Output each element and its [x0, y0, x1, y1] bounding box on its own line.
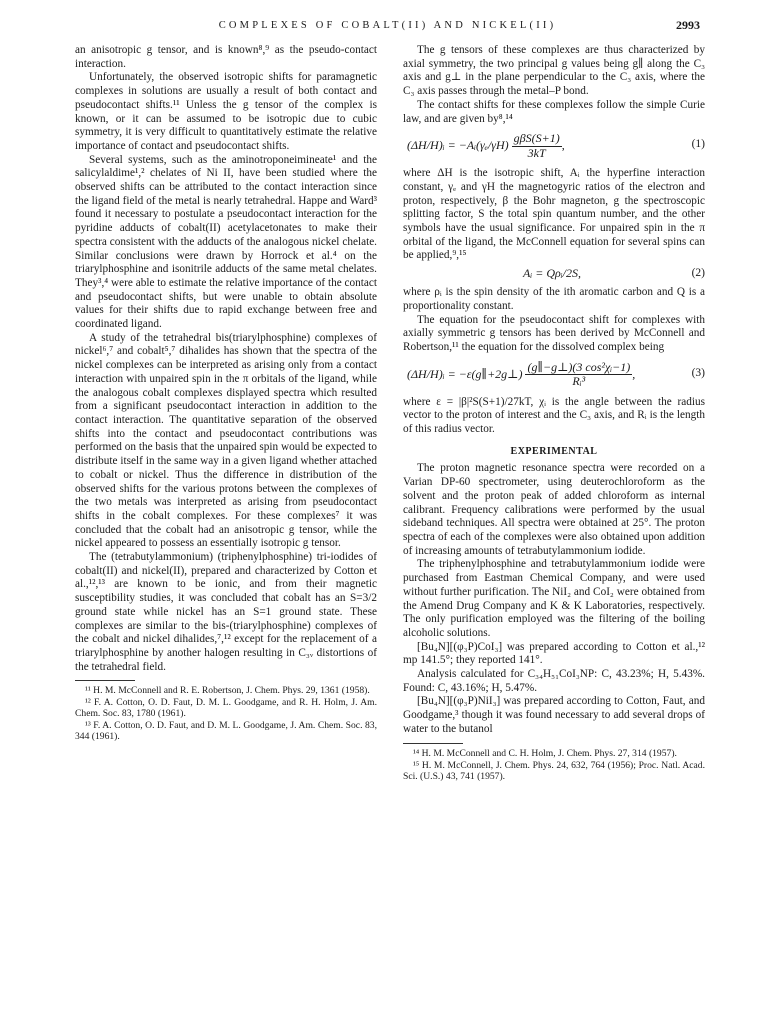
equation-3-number: (3) — [691, 366, 705, 379]
paragraph: an anisotropic g tensor, and is known⁸,⁹ as the pseudo-contact interaction. — [75, 44, 377, 70]
equation-1-body: (ΔH/H)ᵢ = −Aᵢ(γₑ/γH) $\frac{\text{gβS(S+1)}}{3kT}$ , — [407, 131, 565, 160]
equation-3-body: (ΔH/H)ᵢ = −ε(g∥+2g⊥) $\frac{\text{(g∥−g⊥)(3 cos²χᵢ−1)}}{\text{Rᵢ³}}$ , — [407, 359, 636, 389]
footnote: ¹² F. A. Cotton, O. D. Faut, D. M. L. Goodgame, and R. H. Holm, J. Am. Chem. Soc. 83, 1780 (1961). — [75, 697, 377, 720]
equation-3 — [403, 357, 705, 393]
equation-1-number: (1) — [691, 138, 705, 151]
equation-2-number: (2) — [691, 267, 705, 280]
equation-1-numerator: gβS(S+1) — [513, 131, 560, 146]
footnote: ¹³ F. A. Cotton, O. D. Faut, and D. M. L. Goodgame, J. Am. Chem. Soc. 83, 344 (1961). — [75, 720, 377, 743]
footnote: ¹¹ H. M. McConnell and R. E. Robertson, J. Chem. Phys. 29, 1361 (1958). — [85, 685, 370, 697]
paragraph: The equation for the pseudocontact shift for complexes with axially symmetric g tensors has been derived by McConnell and Robertson,¹¹ the equation for the dissolved complex being — [403, 313, 705, 353]
equation-3-numerator: (g∥−g⊥)(3 cos²χᵢ−1) — [527, 359, 631, 374]
equation-3-denominator: Rᵢ³ — [572, 374, 586, 389]
left-column — [75, 44, 377, 743]
running-head: COMPLEXES OF COBALT(II) AND NICKEL(II) — [218, 20, 557, 31]
paragraph: Analysis calculated for C₃₄H₅₁CoI₃NP: C, 43.23%; H, 5.43%. Found: C, 43.16%; H, 5.47%. — [403, 668, 705, 694]
paragraph: where ρᵢ is the spin density of the ith aromatic carbon and Q is a proportionality constant. — [403, 286, 705, 312]
paragraph: where ε = |β|²S(S+1)/27kT, χᵢ is the angle between the radius vector to the proton of interest and the C₃ axis, and Rᵢ is the length of this radius vector. — [403, 395, 705, 436]
equation-1-fraction — [512, 132, 562, 160]
equation-1 — [403, 128, 705, 164]
page-number: 2993 — [676, 18, 700, 32]
paragraph: [Bu₄N][(φ₃P)CoI₃] was prepared according to Cotton et al.,¹² mp 141.5°; they reported 141°. — [403, 640, 705, 667]
section-heading-experimental: EXPERIMENTAL — [510, 445, 598, 457]
equation-3-fraction — [525, 361, 632, 389]
paragraph: The (tetrabutylammonium) (triphenylphosphine) tri-iodides of cobalt(II) and nickel(II), prepared and characterized by Cotton et al.,¹²,¹³ are known to be ionic, and from their magnetic susceptibility studies, it was concluded that cobalt has an S=3/2 ground state while nickel has an S=1 ground state. These complexes are similar to the bis-(triarylphosphine) complexes of the cobalt and nickel dihalides,⁷,¹² except for the replacement of a triarylphosphine by another halogen resulting in C₃ᵥ distortions of the tetrahedral field. — [75, 551, 377, 673]
paragraph: The g tensors of these complexes are thus characterized by axial symmetry, the two principal g values being g∥ along the C₃ axis and g⊥ in the plane perpendicular to the C₃ axis, where the C₃ axis passes through the metal–P bond. — [403, 44, 705, 98]
equation-1-denominator: 3kT — [527, 145, 546, 160]
footnote: ¹⁵ H. M. McConnell, J. Chem. Phys. 24, 632, 764 (1956); Proc. Natl. Acad. Sci. (U.S.) 43, 741 (1957). — [403, 759, 705, 782]
paragraph: where ΔH is the isotropic shift, Aᵢ the hyperfine interaction constant, γₑ and γH the magnetogyric ratios of the electron and proton, respectively, β the Bohr magneton, g the spectroscopic splitting factor, S the total spin quantum number, and the other symbols have the usual significance. For unpaired spin in the π orbital of the ligand, the McConnell equation for several spins can be applied,⁹,¹⁵ — [403, 167, 705, 262]
right-column — [403, 44, 705, 783]
equation-2-body: Aᵢ = Qρᵢ/2S, — [523, 266, 581, 281]
page-header — [75, 18, 700, 36]
paragraph: Several systems, such as the aminotroponeimineate¹ and the salicylaldime¹,² chelates of Ni II, have been studied where the observed shifts can be attributed to the contact interaction since the ligand field of the metal is nearly tetrahedral. Happe and Ward³ found it necessary to postulate a pseudocontact interaction for the pyridine adducts of cobalt(II) acetylacetonates to make their spectra consistent with the adducts of the analogous nickel chelate. Similar conclusions were drawn by Horrock et al.⁴ on the triarylphosphine and isonitrile adducts of the same metal chelates. They³,⁴ were able to estimate the relative importance of the contact and pseudocontact shifts, but were unable to obtain absolute values for their shifts due to rapid exchange between free and coordinated ligand. — [75, 153, 377, 331]
paragraph: The contact shifts for these complexes follow the simple Curie law, and are given by⁸,¹⁴ — [403, 98, 705, 125]
paragraph: [Bu₄N][(φ₃P)NiI₃] was prepared according to Cotton, Faut, and Goodgame,³ though it was found necessary to add several drops of water to the butanol — [403, 695, 705, 735]
footnotes — [403, 748, 705, 782]
footnotes — [75, 685, 377, 742]
equation-3-lhs: (ΔH/H)ᵢ = −ε(g∥+2g⊥) — [407, 366, 523, 381]
footnote: ¹⁴ H. M. McConnell and C. H. Holm, J. Chem. Phys. 27, 314 (1957). — [413, 747, 677, 759]
equation-1-lhs: (ΔH/H)ᵢ = −Aᵢ(γₑ/γH) — [407, 138, 509, 153]
footnote-rule — [75, 680, 135, 681]
paragraph: Unfortunately, the observed isotropic shifts for paramagnetic complexes in solutions are usually a result of both contact and pseudocontact shifts.¹¹ Unless the g tensor of the complex is known, or it can be assumed to be isotropic due to cubic symmetry, it is very difficult to quantitatively estimate the relative importance of contact and pseudocontact shifts. — [75, 71, 377, 152]
equation-2 — [403, 265, 705, 283]
paragraph: The proton magnetic resonance spectra were recorded on a Varian DP-60 spectrometer, using deuterochloroform as the solvent and the proton peak of added chloroform as internal calibrant. Frequency calibrations were performed by the usual sideband techniques. All spectra were obtained at 25°. The proton spectra of each of the complexes were also obtained upon addition of increasing amounts of tetrabutylammonium iodide. — [403, 462, 705, 557]
footnote-rule — [403, 743, 463, 744]
paragraph: The triphenylphosphine and tetrabutylammonium iodide were purchased from Eastman Chemical Company, and were used without further purification. The NiI₂ and CoI₂ were obtained from the Amend Drug Company and K & K Laboratories, respectively. The only purification employed was the filtering of the boiling alcoholic solutions. — [403, 558, 705, 639]
paragraph: A study of the tetrahedral bis(triarylphosphine) complexes of nickel⁶,⁷ and cobalt⁵,⁷ dihalides has shown that the spectra of the nickel complexes can be interpreted as arising only from a contact interaction with unpaired spin in the π orbitals of the ligand, while the analogous cobalt complexes displayed spectra which resulted from a significant pseudocontact interaction in addition to the contact interaction. The quantitative separation of the observed shifts into the contact and pseudocontact contributions was performed on the basis that the unpaired spin would be expected to distribute itself in the same way in a given ligand whether attached to cobalt or nickel. Thus the difference in distribution of the observed shifts for the various protons between the complexes of the two metals was interpreted as arising from pseudocontact shifts in the cobalt complexes. For these complexes⁷ it was concluded that the cobalt had an anisotropic g tensor, while the nickel appeared to possess an essentially isotropic g tensor. — [75, 331, 377, 550]
